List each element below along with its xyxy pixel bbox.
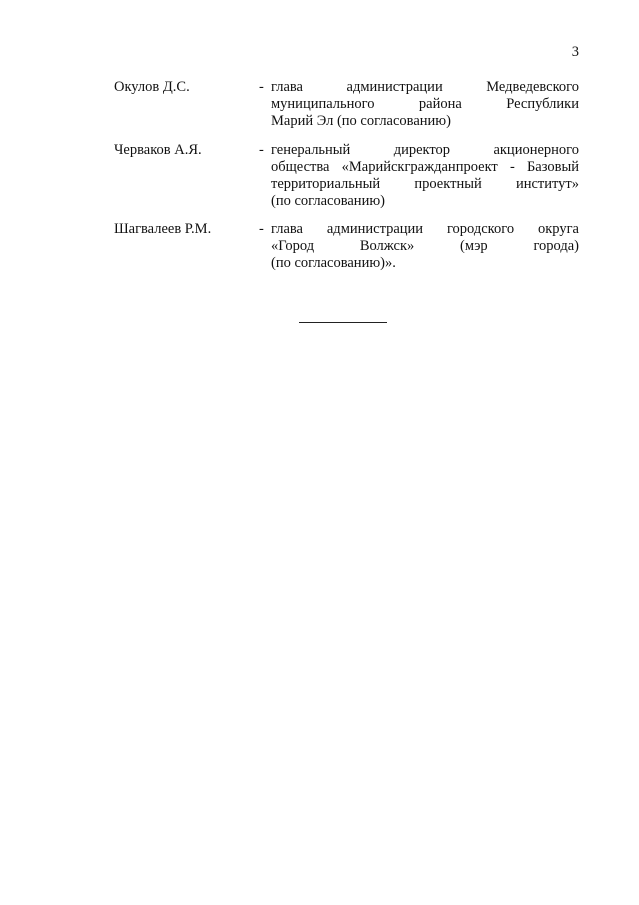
role-word: Медведевского: [486, 79, 579, 95]
role-word: глава: [271, 221, 303, 237]
member-name: Окулов Д.С.: [114, 79, 190, 95]
member-role: [271, 142, 579, 210]
role-line: [271, 159, 579, 176]
dash-separator: -: [259, 79, 264, 95]
role-word: района: [418, 96, 462, 112]
role-line: [271, 113, 579, 130]
member-role: [271, 221, 579, 272]
role-word: (по согласованию)».: [271, 255, 396, 271]
role-word: города): [533, 238, 579, 254]
role-line: [271, 79, 579, 96]
dash-separator: -: [259, 142, 264, 158]
role-word: администрации: [326, 221, 424, 237]
role-line: [271, 255, 579, 272]
role-line: [271, 238, 579, 255]
role-line: [271, 96, 579, 113]
role-line: [271, 193, 579, 210]
role-word: городского: [446, 221, 515, 237]
page-number: 3: [571, 44, 579, 60]
role-word: директор: [393, 142, 451, 158]
role-word: акционерного: [493, 142, 579, 158]
role-word: (мэр: [460, 238, 488, 254]
role-word: генеральный: [271, 142, 351, 158]
role-word: округа: [537, 221, 579, 237]
dash-separator: -: [259, 221, 264, 237]
role-word: «Марийскгражданпроект: [341, 159, 498, 175]
role-word: муниципального: [271, 96, 375, 112]
role-word: проектный: [414, 176, 482, 192]
role-line: [271, 142, 579, 159]
member-name: Шагвалеев Р.М.: [114, 221, 212, 237]
end-of-list-rule: [299, 322, 387, 323]
role-word: администрации: [346, 79, 443, 95]
role-word: Республики: [506, 96, 579, 112]
role-word: Марий Эл (по согласованию): [271, 113, 451, 129]
role-word: общества: [271, 159, 330, 175]
role-word: территориальный: [271, 176, 381, 192]
role-word: (по согласованию): [271, 193, 385, 209]
role-word: Базовый: [526, 159, 579, 175]
role-word: Волжск»: [359, 238, 415, 254]
role-word: институт»: [515, 176, 579, 192]
role-line: [271, 221, 579, 238]
role-line: [271, 176, 579, 193]
role-word: «Город: [271, 238, 315, 254]
role-word: -: [509, 159, 515, 175]
member-name: Черваков А.Я.: [114, 142, 202, 158]
member-role: [271, 79, 579, 130]
role-word: глава: [271, 79, 303, 95]
